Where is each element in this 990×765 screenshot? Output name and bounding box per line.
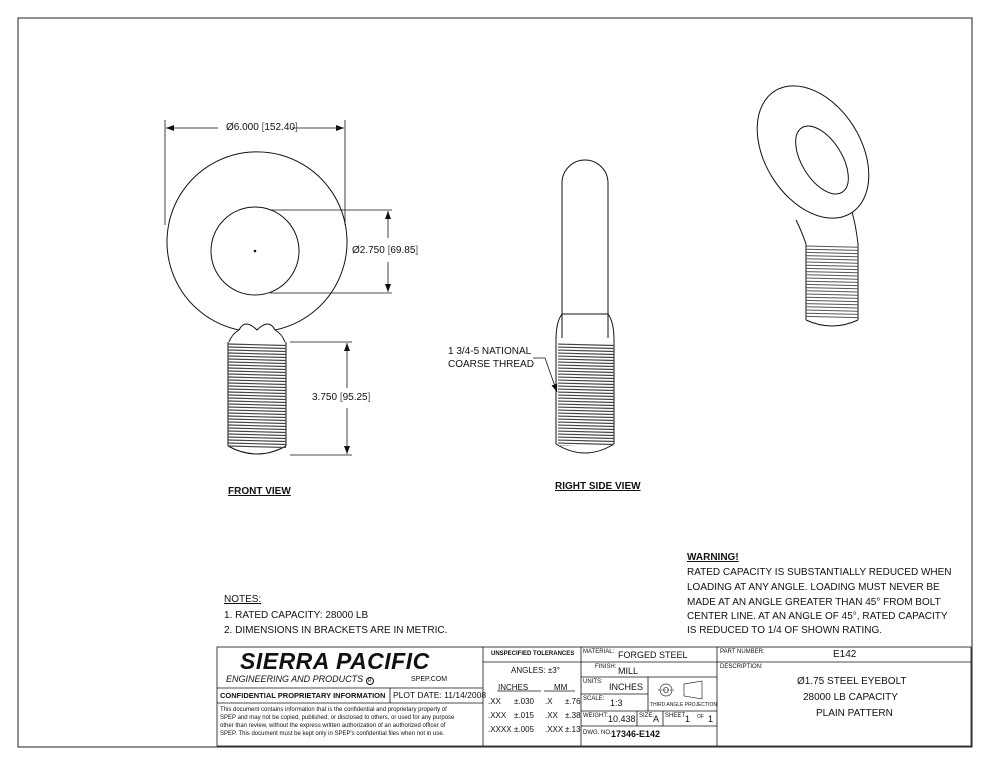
- third-angle-projection-icon: [658, 681, 702, 699]
- sheet-value: 1: [685, 714, 691, 724]
- company-subtitle: ENGINEERING AND PRODUCTS R: [226, 675, 374, 685]
- tolerances-angles: ANGLES: ±3°: [511, 666, 560, 675]
- inner-diameter-dim: Ø2.750 [69.85]: [352, 245, 419, 256]
- tolerance-cell: .XX: [545, 711, 558, 720]
- tolerance-cell: ±.015: [514, 711, 534, 720]
- sheet-label: SHEET: [665, 713, 686, 719]
- note-item: 1. RATED CAPACITY: 28000 LB: [224, 610, 369, 621]
- units-label: UNITS:: [583, 679, 603, 685]
- weight-value: 10.438: [608, 714, 636, 724]
- description-line: Ø1.75 STEEL EYEBOLT: [797, 676, 907, 687]
- side-view-label: RIGHT SIDE VIEW: [555, 481, 641, 492]
- description-label: DESCRIPTION:: [720, 664, 763, 670]
- thread-callout-line2: COARSE THREAD: [448, 359, 534, 370]
- tolerances-title: UNSPECIFIED TOLERANCES: [491, 651, 575, 657]
- size-label: SIZE:: [639, 713, 655, 719]
- shank-length-dim: 3.750 [95.25]: [312, 392, 371, 403]
- thread-callout-leader: [533, 358, 557, 392]
- material-label: MATERIAL:: [583, 649, 615, 655]
- part-number-label: PART NUMBER:: [720, 649, 765, 655]
- tolerance-cell: .X: [545, 697, 553, 706]
- warning-title: WARNING!: [687, 552, 739, 563]
- company-website: SPEP.COM: [411, 676, 448, 683]
- confidential-text: This document contains information that is the confidential and proprietary property of: [220, 707, 447, 713]
- tolerance-cell: ±.005: [514, 725, 534, 734]
- units-value: INCHES: [609, 682, 644, 692]
- isometric-view-drawing: [734, 66, 892, 326]
- warning-line: LOADING AT ANY ANGLE. LOADING MUST NEVER BE: [687, 582, 940, 593]
- side-view-drawing: [556, 160, 614, 453]
- size-value: A: [653, 714, 660, 724]
- description-line: PLAIN PATTERN: [816, 708, 893, 719]
- tolerances-mm-header: MM: [554, 683, 568, 692]
- tolerance-cell: .XXX: [488, 711, 507, 720]
- plot-date: PLOT DATE: 11/14/2008: [393, 690, 487, 700]
- tolerance-cell: ±.38: [565, 711, 581, 720]
- confidential-text: other than review, without the express written authorization of an authorized officer of: [220, 723, 446, 729]
- scale-label: SCALE:: [583, 696, 605, 702]
- dwg-value: 17346-E142: [611, 729, 661, 739]
- note-item: 2. DIMENSIONS IN BRACKETS ARE IN METRIC.: [224, 625, 448, 636]
- projection-label: THIRD ANGLE PROJECTION: [650, 702, 717, 708]
- of-value: 1: [708, 714, 714, 724]
- warning-line: IS REDUCED TO 1/4 OF SHOWN RATING.: [687, 625, 883, 636]
- front-view-drawing: [167, 152, 347, 454]
- registered-icon: R: [366, 677, 374, 685]
- confidential-text: SPEP. This document must be kept only in SPEP's confidential files when not in use.: [220, 731, 445, 737]
- outer-diameter-dim: Ø6.000 [152.40]: [226, 122, 298, 133]
- material-value: FORGED STEEL: [618, 650, 688, 660]
- description-line: 28000 LB CAPACITY: [803, 692, 898, 703]
- scale-value: 1:3: [610, 698, 623, 708]
- front-view-label: FRONT VIEW: [228, 486, 291, 497]
- company-logo: SIERRA PACIFIC: [240, 648, 430, 674]
- confidential-title: CONFIDENTIAL PROPRIETARY INFORMATION: [220, 691, 386, 700]
- finish-label: FINISH:: [595, 664, 617, 670]
- tolerance-cell: .XXXX: [488, 725, 512, 734]
- warning-line: RATED CAPACITY IS SUBSTANTIALLY REDUCED WHEN: [687, 567, 952, 578]
- dwg-label: DWG. NO.: [583, 730, 612, 736]
- warning-line: MADE AT AN ANGLE GREATER THAN 45° FROM BOLT: [687, 597, 941, 608]
- thread-callout-line1: 1 3/4-5 NATIONAL: [448, 346, 532, 357]
- tolerance-cell: .XX: [488, 697, 501, 706]
- tolerance-cell: ±.030: [514, 697, 534, 706]
- notes-title: NOTES:: [224, 594, 262, 605]
- confidential-text: SPEP and may not be copied, published, or disclosed to others, or used for any purpose: [220, 715, 455, 721]
- tolerance-cell: .XXX: [545, 725, 564, 734]
- tolerance-cell: ±.13: [565, 725, 581, 734]
- tolerances-inches-header: INCHES: [498, 683, 529, 692]
- sheet-border: [18, 18, 972, 747]
- weight-label: WEIGHT:: [583, 713, 608, 719]
- finish-value: MILL: [618, 666, 639, 676]
- of-label: OF: [697, 714, 704, 720]
- tolerance-cell: ±.76: [565, 697, 581, 706]
- warning-line: CENTER LINE. AT AN ANGLE OF 45°, RATED CAPACITY: [687, 611, 948, 622]
- part-number-value: E142: [833, 649, 857, 660]
